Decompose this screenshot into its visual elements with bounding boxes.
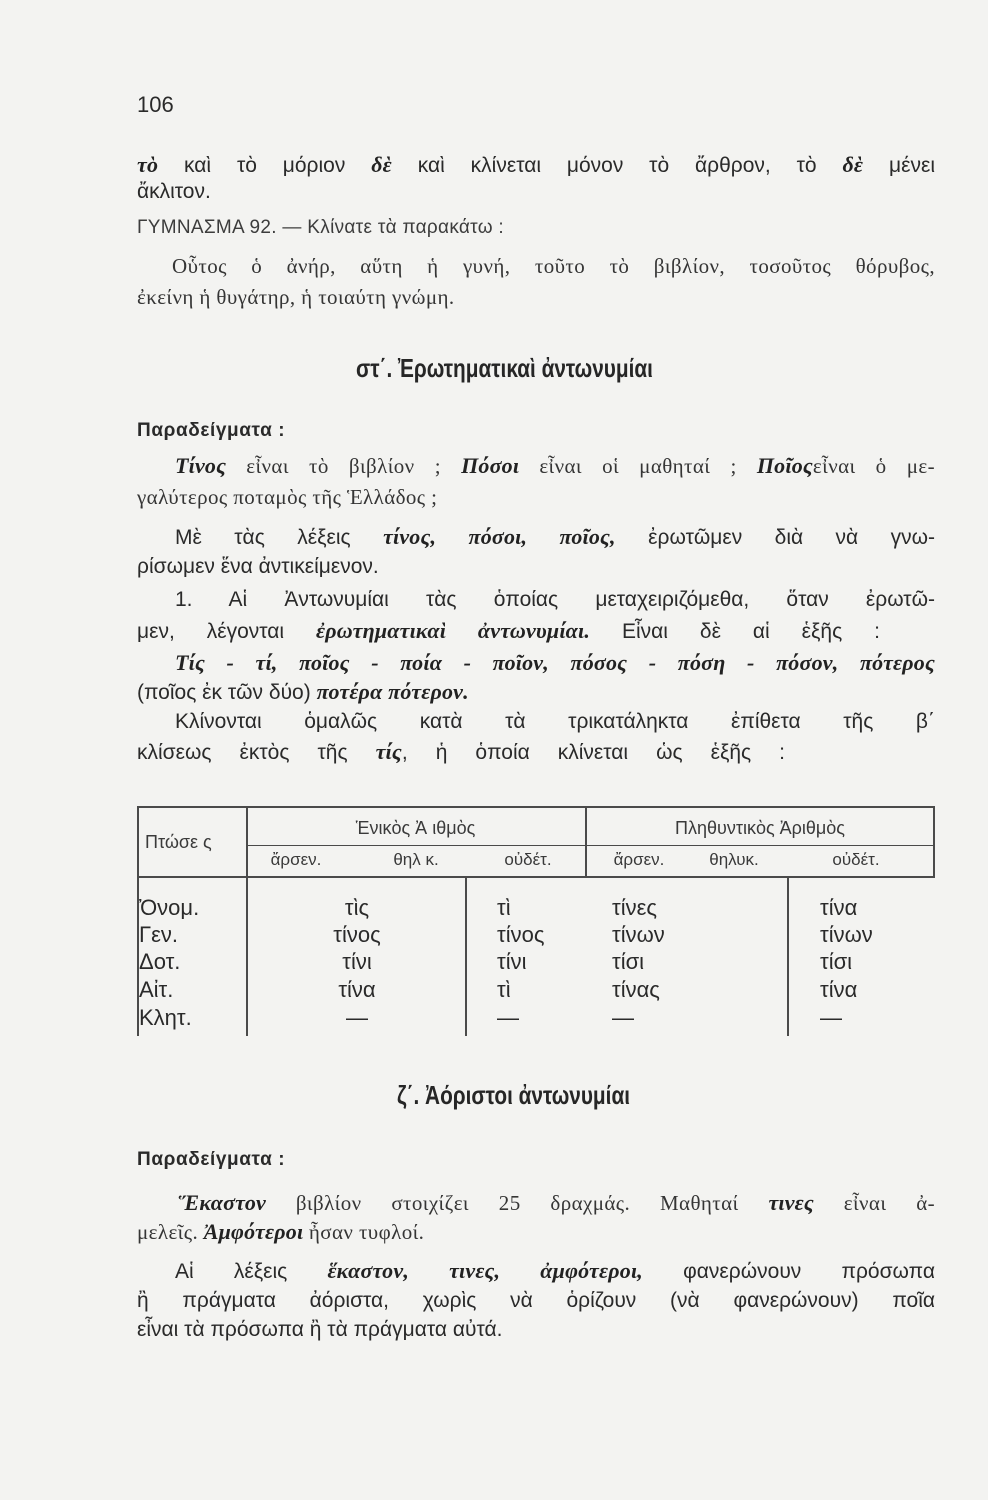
table-cell: — [346, 1005, 368, 1030]
exercise-line-1: Οὗτος ὁ ἀνήρ, αὕτη ἡ γυνή, τοῦτο τὸ βιβλίον, τοσοῦτος θόρυβος, [172, 254, 935, 278]
text-run: Μὲ τὰς λέξεις [175, 526, 384, 549]
table-cell: τίσι [820, 949, 853, 974]
paragraph-line [175, 1257, 935, 1285]
emphasis-word: Ἕκαστον [178, 1190, 267, 1215]
paragraph-line [175, 523, 935, 551]
text-run: Εἶναι δὲ αἱ ἑξῆς : [590, 620, 880, 643]
paragraph-line: ρίσωμεν ἕνα ἀντικείμενον. [137, 555, 379, 578]
text-run: ἦσαν τυφλοί. [303, 1220, 425, 1244]
text-run: μεν, λέγονται [137, 620, 317, 643]
text-run: , ἡ ὁποία κλίνεται ὡς ἑξῆς : [401, 741, 786, 764]
table-subheader: θηλυκ. [709, 850, 759, 869]
emphasis-word: ἕκαστον, τινες, ἀμφότεροι, [327, 1258, 643, 1283]
paragraph-line: ἢ πράγματα ἀόριστα, χωρὶς νὰ ὁρίζουν (νὰ φανερώνουν) ποῖα [137, 1289, 935, 1312]
text-run: εἶναι τὸ βιβλίον ; [226, 454, 462, 478]
text-run: φανερώνουν πρόσωπα [643, 1260, 935, 1283]
table-cell-case: Αἰτ. [139, 977, 174, 1002]
table-rule [137, 806, 935, 808]
table-cell-case: Κλητ. [139, 1005, 192, 1030]
table-cell-case: Δοτ. [139, 949, 181, 974]
emphasis-word: ποτέρα πότερον. [316, 679, 469, 704]
text-run: μελεῖς. [137, 1220, 204, 1244]
emphasis-word: τίνος, πόσοι, ποῖος, [383, 524, 616, 549]
section-heading-interrogative: στ΄. Ἐρωτηματικαὶ ἀντωνυμίαι [356, 353, 653, 383]
table-cell: τίνα [338, 977, 376, 1002]
table-subheader: οὐδέτ. [504, 850, 552, 869]
table-cell: τὶς [344, 895, 370, 920]
paragraph-line [137, 617, 880, 645]
table-subheader: οὐδέτ. [832, 850, 880, 869]
emphasis-word: δὲ [371, 152, 392, 177]
table-rule [787, 876, 789, 1036]
pronoun-list-line: Τίς - τί, ποῖος - ποία - ποῖον, πόσος - πόση - πόσον, πότερος [175, 650, 935, 675]
paragraph-line: εἶναι τὰ πρόσωπα ἢ τὰ πράγματα αὐτά. [137, 1318, 503, 1341]
table-header-case: Πτώσε ς [145, 832, 212, 852]
table-rule [137, 876, 935, 878]
text-run: εἶναι ὁ με- [812, 454, 935, 478]
emphasis-word: τινες [768, 1190, 814, 1215]
table-header-plural: Πληθυντικὸς Ἀριθμὸς [675, 818, 845, 838]
table-cell: — [820, 1005, 842, 1030]
table-subheader: ἄρσεν. [613, 850, 665, 869]
emphasis-word: τὸ [137, 152, 159, 177]
table-cell: τίνων [820, 922, 873, 947]
examples-label: Παραδείγματα : [137, 1149, 286, 1170]
table-cell: τίνι [342, 949, 372, 974]
table-cell: τίνα [820, 977, 858, 1002]
table-cell: τίνες [612, 895, 657, 920]
text-run: μένει [863, 154, 935, 177]
table-cell: — [612, 1005, 634, 1030]
text-run: κλίσεως ἐκτὸς τῆς [137, 741, 376, 764]
example-line-2: γαλύτερος ποταμὸς τῆς Ἑλλάδος ; [137, 485, 438, 509]
table-cell: τὶ [497, 895, 511, 920]
example-line-1 [178, 1189, 935, 1217]
emphasis-word: Ποῖος [756, 453, 813, 478]
emphasis-word: Ἀμφότεροι [203, 1219, 304, 1244]
table-cell-case: Γεν. [139, 922, 179, 947]
page-number: 106 [137, 92, 174, 117]
text-run: καὶ κλίνεται μόνον τὸ ἄρθρον, τὸ [391, 154, 843, 177]
emphasis-word: τίς [375, 739, 402, 764]
table-cell: τὶ [497, 977, 511, 1002]
example-line-1 [175, 452, 935, 480]
table-cell: τίνας [612, 977, 660, 1002]
table-cell-case: Ὀνομ. [139, 895, 200, 920]
example-line-2 [137, 1218, 424, 1246]
table-subheader: θηλ κ. [393, 850, 439, 869]
table-cell: τίσι [612, 949, 645, 974]
table-cell: — [497, 1005, 519, 1030]
exercise-line-2: ἐκείνη ἡ θυγάτηρ, ἡ τοιαύτη γνώμη. [137, 285, 455, 309]
table-cell: τίνος [333, 922, 381, 947]
text-run: εἶναι ἀ- [813, 1191, 935, 1215]
examples-label: Παραδείγματα : [137, 420, 286, 441]
table-cell: τίνος [497, 922, 545, 947]
text-run: βιβλίον στοιχίζει 25 δραχμάς. Μαθηταί [266, 1191, 769, 1215]
intro-line-1 [137, 151, 935, 179]
section-heading-indefinite: ζ΄. Ἀόριστοι ἀντωνυμίαι [397, 1080, 631, 1110]
table-cell: τίνα [820, 895, 858, 920]
exercise-title: ΓΥΜΝΑΣΜΑ 92. — Κλίνατε τὰ παρακάτω : [137, 217, 505, 238]
emphasis-word: ἐρωτηματικαὶ ἀντωνυμίαι. [316, 618, 591, 643]
paragraph-line [137, 678, 469, 706]
text-run: ἐρωτῶμεν διὰ νὰ γνω- [615, 526, 935, 549]
text-run: εἶναι οἱ μαθηταί ; [519, 454, 757, 478]
table-cell: τίνων [612, 922, 665, 947]
intro-line-2: ἄκλιτον. [137, 180, 211, 203]
emphasis-word: Πόσοι [461, 453, 520, 478]
table-header-singular: Ἑνικὸς Ἀ ιθμὸς [355, 818, 476, 838]
emphasis-word: δὲ [842, 152, 864, 177]
text-run: Αἱ λέξεις [175, 1260, 328, 1283]
text-run: καὶ τὸ μόριον [158, 154, 372, 177]
text-run: (ποῖος ἐκ τῶν δύο) [137, 681, 317, 704]
paragraph-line: 1. Αἱ Ἀντωνυμίαι τὰς ὁποίας μεταχειριζόμεθα, ὅταν ἐρωτῶ- [175, 588, 935, 611]
table-cell: τίνι [497, 949, 527, 974]
table-subheader: ἄρσεν. [270, 850, 322, 869]
paragraph-line: Κλίνονται ὁμαλῶς κατὰ τὰ τρικατάληκτα ἐπίθετα τῆς β΄ [175, 710, 935, 733]
table-rule [465, 876, 467, 1036]
emphasis-word: Τίνος [175, 453, 227, 478]
paragraph-line [137, 738, 785, 766]
